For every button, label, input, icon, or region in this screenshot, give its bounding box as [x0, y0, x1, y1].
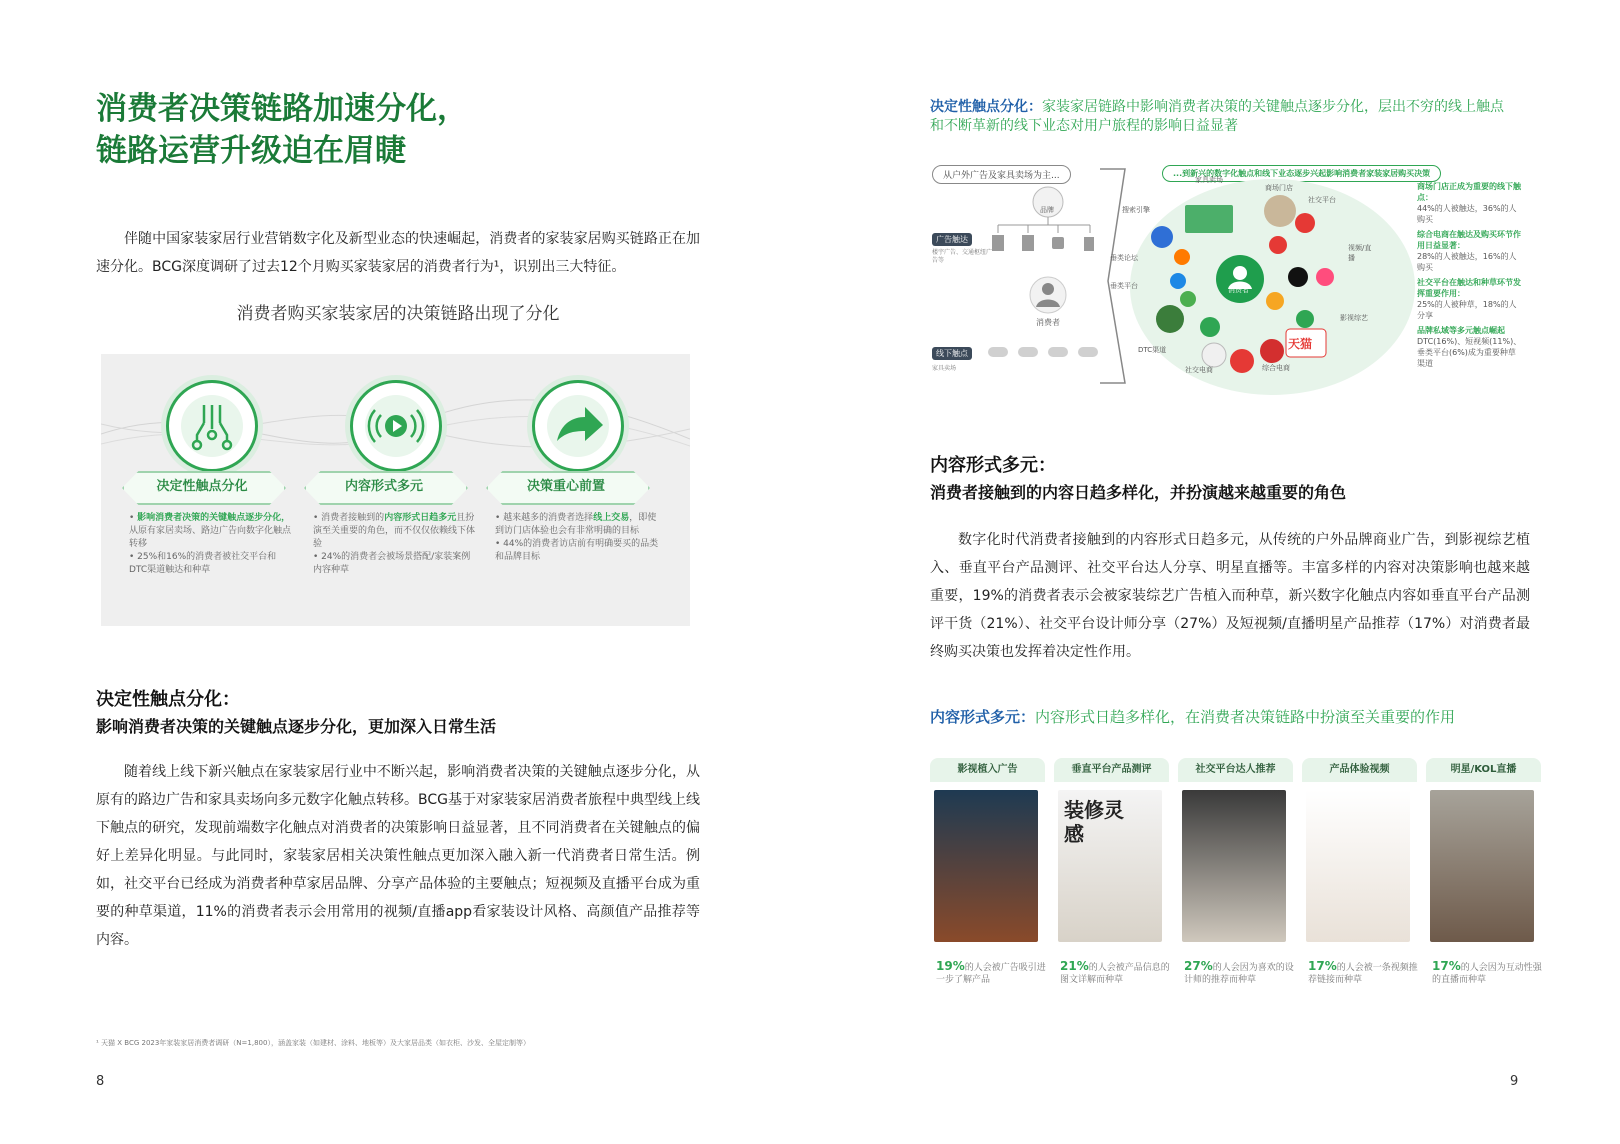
side-note-3 — [1417, 277, 1522, 321]
card-caption-text: 的人会被一条视频推荐链接而种草 — [1308, 963, 1418, 985]
card-caption-text: 的人会被广告吸引进一步了解产品 — [936, 963, 1046, 985]
card-caption-text: 的人会因为互动性强的直播而种草 — [1432, 963, 1542, 985]
offline-touchpoint-sub: 家具卖场 — [932, 365, 957, 372]
cards-title-bold: 内容形式多元： — [930, 708, 1036, 726]
step-1-bullet-1-highlight: 影响消费者决策的关键触点逐步分化， — [137, 513, 291, 523]
tmall-logo: 天猫 — [1288, 337, 1313, 351]
card-caption-text: 的人会因为喜欢的设计师的推荐而种草 — [1184, 963, 1294, 985]
right-pill: ...到新兴的数字化触点和线下业态逐步兴起影响消费者家装家居购买决策 — [1162, 165, 1441, 182]
step-3-circle — [532, 380, 624, 472]
left-pill: 从户外广告及家具卖场为主... — [932, 165, 1071, 184]
side-note-4-title: 品牌私域等多元触点崛起 — [1417, 326, 1505, 335]
side-note-2 — [1417, 229, 1522, 273]
label-dtc: DTC渠道 — [1138, 346, 1167, 354]
diagram-title-bold: 决定性触点分化： — [930, 99, 1042, 115]
cards-title-rest: 内容形式日趋多样化，在消费者决策链路中扮演至关重要的作用 — [1035, 708, 1456, 726]
card-image — [1430, 790, 1534, 942]
step-2-bullet-1-highlight: 内容形式日趋多元 — [384, 513, 457, 523]
content-paragraph: 数字化时代消费者接触到的内容形式日趋多元，从传统的户外品牌商业广告，到影视综艺植入、垂直平台产品测评、社交平台达人分享、明星直播等。丰富多样的内容对决策影响也越来越重要，19%的消费者表示会被家装综艺广告植入而种草，新兴数字化触点内容如垂直平台产品测评干货（21%）、社交平台设计师分享（27%）及短视频/直播明星产品推荐（17%）对消费者最终购买决策也发挥着决定性作用。 — [930, 532, 1530, 660]
brand-label: 品牌 — [1040, 206, 1054, 214]
title-line-2: 链路运营升级迫在眉睫 — [96, 133, 406, 169]
step-3-bullet-1: ，即使到访门店体验也会有非常明确的目标 — [495, 513, 657, 536]
side-note-4 — [1417, 325, 1522, 369]
card-header: 垂直平台产品测评 — [1054, 758, 1169, 782]
label-search-engine: 搜索引擎 — [1122, 206, 1150, 214]
card-header: 影视植入广告 — [930, 758, 1045, 782]
card-percentage: 27% — [1184, 959, 1213, 973]
card-caption — [936, 960, 1046, 986]
step-2-bullet-2: 24%的消费者会被场景搭配/家装案例内容种草 — [313, 552, 471, 575]
step-3-bullet-2: 44%的消费者访店前有明确要买的品类和品牌目标 — [495, 539, 659, 562]
step-3-bullet-1-pre: 越来越多的消费者选择 — [503, 513, 594, 523]
label-furniture-mall: 家具卖场 — [1195, 176, 1223, 184]
page-number-left: 8 — [96, 1074, 105, 1089]
step-1-circle — [166, 380, 258, 472]
card-overlay-text: 装修灵感 — [1064, 798, 1124, 846]
card-percentage: 19% — [936, 959, 965, 973]
footnote: ¹ 天猫 X BCG 2023年家装家居消费者调研（N=1,800），涵盖家装（如建材、涂料、地板等）及大家居品类（如衣柜、沙发、全屋定制等） — [96, 1039, 530, 1047]
side-note-3-title: 社交平台在触达和种草环节发挥重要作用： — [1417, 278, 1521, 298]
diagram-title-rest: 家装家居链路中影响消费者决策的关键触点逐步分化，层出不穷的线上触点和不断革新的线下业态对用户旅程的影响日益显著 — [930, 99, 1504, 134]
label-ecommerce: 综合电商 — [1262, 364, 1290, 372]
step-1-bullet-2: 25%和16%的消费者被社交平台和DTC渠道触达和种草 — [129, 552, 277, 575]
ad-touchpoint-sub: 楼宇广告、交通枢纽广告等 — [932, 249, 993, 264]
side-note-2-title: 综合电商在触达及购买环节作用日益显著： — [1417, 230, 1521, 250]
step-2-circle — [350, 380, 442, 472]
page-title — [96, 88, 468, 172]
card-image — [1058, 790, 1162, 942]
section-heading-touchpoint: 决定性触点分化： — [96, 689, 240, 710]
step-2-bullet-1-pre: 消费者接触到的 — [321, 513, 385, 523]
ad-touchpoint-tag: 广告触达 — [932, 233, 972, 246]
card-caption — [1060, 960, 1170, 986]
cards-title — [930, 706, 1455, 727]
touchpoint-paragraph: 随着线上线下新兴触点在家装家居行业中不断兴起，影响消费者决策的关键触点逐步分化，从原有的路边广告和家具卖场向多元数字化触点转移。BCG基于对家装家居消费者旅程中典型线上线下触点的研究，发现前端数字化触点对消费者的决策影响日益显著，且不同消费者在关键触点的偏好上差异化明显。与此同时，家装家居相关决策性触点更加深入融入新一代消费者日常生活。例如，社交平台已经成为消费者种草家居品牌、分享产品体验的主要触点；短视频及直播平台成为重要的种草渠道，11%的消费者表示会用常用的视频/直播app看家装设计风格、高颜值产品推荐等内容。 — [96, 764, 700, 948]
card-percentage: 17% — [1308, 959, 1337, 973]
card-caption — [1432, 960, 1542, 986]
circuit-icon — [169, 383, 255, 469]
card-percentage: 17% — [1432, 959, 1461, 973]
offline-touchpoint-tag: 线下触点 — [932, 347, 972, 360]
label-social-platform: 社交平台 — [1308, 196, 1336, 204]
card-header: 明星/KOL直播 — [1426, 758, 1541, 782]
step-2-label: 内容形式多元 — [344, 479, 423, 494]
title-line-1: 消费者决策链路加速分化， — [96, 91, 468, 127]
label-video-live: 视频/直播 — [1348, 244, 1372, 262]
step-1-bullets: • 影响消费者决策的关键触点逐步分化，从原有家居卖场、路边广告向数字化触点转移 • 25%和16%的消费者被社交平台和DTC渠道触达和种草 — [129, 513, 292, 575]
step-3-bullet-1-highlight: 线上交易 — [593, 513, 630, 523]
decision-chain-figure — [101, 354, 690, 626]
section-subheading-content: 消费者接触到的内容日趋多样化，并扮演越来越重要的角色 — [930, 483, 1347, 502]
card-caption-text: 的人会被产品信息的图文详解而种草 — [1060, 963, 1170, 985]
page-number-right: 9 — [1510, 1074, 1519, 1089]
broadcast-icon — [353, 383, 439, 469]
card-image — [1182, 790, 1286, 942]
intro-paragraph: 伴随中国家装家居行业营销数字化及新型业态的快速崛起，消费者的家装家居购买链路正在加速分化。BCG深度调研了过去12个月购买家装家居的消费者行为¹，识别出三大特征。 — [96, 231, 700, 275]
card-image — [1306, 790, 1410, 942]
card-caption — [1184, 960, 1294, 986]
side-note-1-detail: 44%的人被触达，36%的人购买 — [1417, 204, 1517, 224]
card-percentage: 21% — [1060, 959, 1089, 973]
label-vertical-platform: 垂类平台 — [1110, 282, 1138, 290]
consumer-left-label: 消费者 — [1036, 318, 1060, 327]
side-note-4-detail: DTC(16%)、短视频(11%)、垂类平台(6%)成为重要种草渠道 — [1417, 337, 1522, 368]
label-mall-store: 商场门店 — [1265, 184, 1293, 192]
diagram-title — [930, 98, 1510, 136]
section-subheading-touchpoint: 影响消费者决策的关键触点逐步分化，更加深入日常生活 — [96, 717, 497, 736]
left-tree-lines — [930, 165, 1130, 397]
figure-title: 消费者购买家装家居的决策链路出现了分化 — [236, 304, 560, 324]
step-3-bullets: • 越来越多的消费者选择线上交易，即使到访门店体验也会有非常明确的目标 • 44%的消费者访店前有明确要买的品类和品牌目标 — [495, 513, 659, 562]
touchpoint-diagram — [930, 165, 1525, 397]
forward-arrow-icon — [535, 383, 621, 469]
consumer-center-label: 消费者 — [1228, 286, 1249, 294]
side-note-1 — [1417, 181, 1522, 225]
side-note-2-detail: 28%的人被触达，16%的人购买 — [1417, 252, 1517, 272]
label-social-ecommerce: 社交电商 — [1185, 366, 1213, 374]
card-image — [934, 790, 1038, 942]
side-note-3-detail: 25%的人被种草，18%的人分享 — [1417, 300, 1517, 320]
step-2-bullets: • 消费者接触到的内容形式日趋多元且扮演至关重要的角色，而不仅仅依赖线下体验 • 24%的消费者会被场景搭配/家装案例内容种草 — [313, 513, 476, 575]
card-header: 产品体验视频 — [1302, 758, 1417, 782]
section-heading-content: 内容形式多元： — [930, 455, 1056, 476]
side-note-1-title: 商场门店正成为重要的线下触点： — [1417, 182, 1521, 202]
label-variety-show: 影视综艺 — [1340, 314, 1368, 322]
label-vertical-forum: 垂类论坛 — [1110, 254, 1138, 262]
step-1-bullet-1: 从原有家居卖场、路边广告向数字化触点转移 — [129, 526, 292, 549]
step-1-label: 决定性触点分化 — [156, 479, 248, 494]
step-2-bullet-1: 且扮演至关重要的角色，而不仅仅依赖线下体验 — [313, 513, 476, 549]
card-caption — [1308, 960, 1418, 986]
step-3-label: 决策重心前置 — [526, 479, 605, 494]
card-header: 社交平台达人推荐 — [1178, 758, 1293, 782]
